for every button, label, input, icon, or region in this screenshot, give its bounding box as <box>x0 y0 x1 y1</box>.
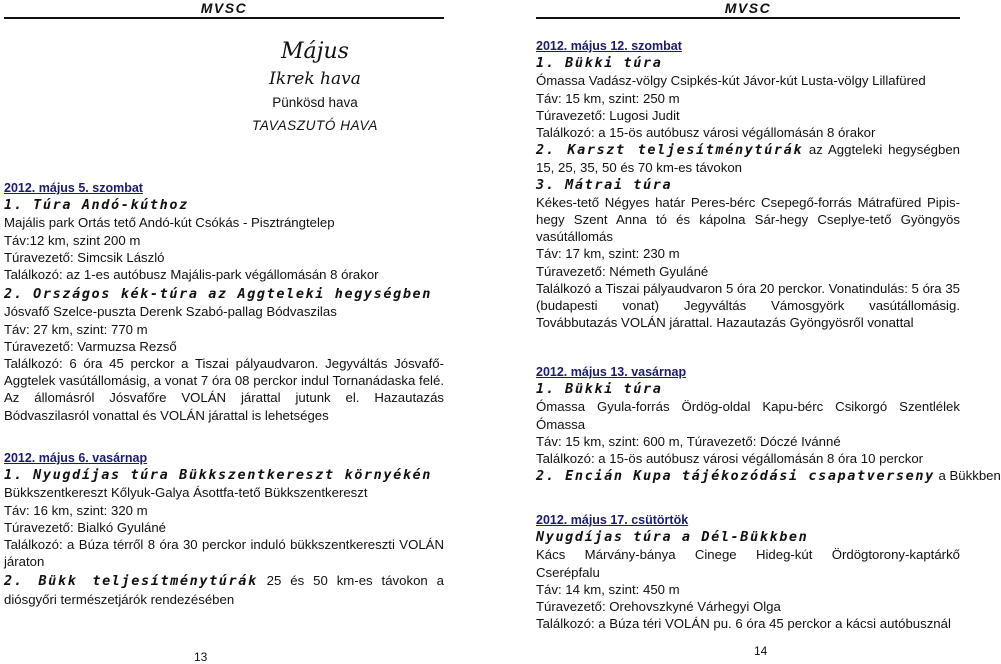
event-meeting: Találkozó: 6 óra 45 perckor a Tiszai pályaudvaron. Jegyváltás Jósvafő-Aggtelek vasútállomásig, a vonat 7 óra 08 perckor indul Tornanádaska felé. Az állomásról Jósvafőre VOLÁN járattal jutunk el. Hazautazás Bódvaszilasról vonattal és VOLÁN járattal is lehetséges <box>4 356 444 423</box>
event-distance: Táv: 14 km, szint: 450 m <box>536 581 680 597</box>
event-title: 2. Karszt teljesítménytúrák <box>536 142 804 159</box>
event-meeting: Találkozó: a Búza térről 8 óra 30 perckor induló bükkszentkereszti VOLÁN járaton <box>4 537 444 570</box>
event-route: Bükkszentkereszt Kőlyuk-Galya Ásottfa-tető Bükkszentkereszt <box>4 485 368 501</box>
event-title: 2. Országos kék-túra az Aggteleki hegységben <box>4 286 433 303</box>
event-leader: Túravezető: Simcsik László <box>4 249 165 265</box>
month-name: Május <box>281 39 349 64</box>
event-date: 2012. május 12. szombat <box>536 39 682 53</box>
event-date: 2012. május 6. vasárnap <box>4 451 148 465</box>
event-date: 2012. május 5. szombat <box>4 181 143 195</box>
event-distance: Táv: 15 km, szint: 250 m <box>536 90 680 106</box>
event-leader: Túravezető: Bialkó Gyuláné <box>4 519 166 535</box>
event-distance: Táv: 17 km, szint: 230 m <box>536 246 680 262</box>
event-meeting: Találkozó: az 1-es autóbusz Majális-park végállomásán 8 órakor <box>4 267 379 283</box>
event-route: Ómassa Gyula-forrás Ördög-oldal Kapu-bérc Csikorgó Szentlélek Ómassa <box>536 399 960 432</box>
left-page-header: MVSC <box>4 0 444 19</box>
month-title-box <box>215 38 415 138</box>
event-route: Majális park Ortás tető Andó-kút Csókás - Pisztrángtelep <box>4 215 335 231</box>
event-meeting: Találkozó: a Búza téri VOLÁN pu. 6 óra 45 perckor a kácsi autóbusznál <box>536 616 951 632</box>
event-title: 1. Túra Andó-kúthoz <box>4 197 189 214</box>
event-description: a Bükkben <box>934 468 1001 484</box>
event-note <box>536 467 1001 485</box>
right-page-header: MVSC <box>536 0 960 19</box>
event-leader: Túravezető: Varmuzsa Rezső <box>4 338 177 354</box>
event-route: Jósvafő Szelce-puszta Derenk Szabó-pallag Bódvaszilas <box>4 304 337 320</box>
page-number: 14 <box>754 644 768 658</box>
event-route: Ómassa Vadász-völgy Csipkés-kút Jávor-kút Lusta-völgy Lillafüred <box>536 73 926 89</box>
event-leader: Túravezető: Lugosi Judit <box>536 107 680 123</box>
event-note <box>4 572 444 607</box>
event-leader: Túravezető: Orehovszkyné Várhegyi Olga <box>536 599 781 615</box>
left-page <box>0 0 444 662</box>
event-distance: Táv: 27 km, szint: 770 m <box>4 321 148 337</box>
event-section-may-6 <box>4 450 444 608</box>
event-date: 2012. május 13. vasárnap <box>536 365 687 379</box>
event-date: 2012. május 17. csütörtök <box>536 513 689 527</box>
event-distance: Táv:12 km, szint 200 m <box>4 232 141 248</box>
event-title: 1. Bükki túra <box>536 381 663 398</box>
event-title: 1. Bükki túra <box>536 55 663 72</box>
month-folk-name: Pünkösd hava <box>272 95 358 110</box>
event-description: 25 és 50 km-es távokon a diósgyőri természetjárók rendezésében <box>4 573 444 607</box>
event-meeting: Találkozó: a 15-ös autóbusz városi végállomásán 8 órakor <box>536 125 876 141</box>
page-number: 13 <box>194 650 208 664</box>
month-season-name: TAVASZUTÓ HAVA <box>252 118 378 133</box>
event-section-may-12 <box>536 38 960 331</box>
event-description: az Aggteleki hegységben 15, 25, 35, 50 és 70 km-es távokon <box>536 142 960 176</box>
event-title: 2. Bükk teljesítménytúrák <box>4 573 258 590</box>
event-note <box>536 141 960 176</box>
event-meeting: Találkozó a Tiszai pályaudvaron 5 óra 20 perckor. Vonatindulás: 5 óra 35 (budapesti vonat) Jegyváltás Vámosgyörk vasútállomásig. Továbbutazás VOLÁN járattal. Hazautazás Gyöngyösről vonattal <box>536 280 960 331</box>
month-zodiac: Ikrek hava <box>269 69 361 89</box>
event-title: 2. Encián Kupa tájékozódási csapatverseny <box>536 468 935 485</box>
event-section-may-17 <box>536 512 960 632</box>
event-route: Kékes-tető Négyes határ Peres-bérc Csepegő-forrás Mátrafüred Pipis-hegy Szent Anna tó és kápolna Sár-hegy Cseplye-tető Gyöngyös vasútállomás <box>536 194 960 245</box>
event-leader: Túravezető: Németh Gyuláné <box>536 263 709 279</box>
event-title: 3. Mátrai túra <box>536 176 673 193</box>
event-title: Nyugdíjas túra a Dél-Bükkben <box>536 529 809 546</box>
event-distance: Táv: 16 km, szint: 320 m <box>4 502 148 518</box>
event-section-may-13 <box>536 364 1001 485</box>
event-section-may-5 <box>4 180 444 424</box>
event-meeting: Találkozó: a 15-ös autóbusz városi végállomásán 8 óra 10 perckor <box>536 451 924 467</box>
event-distance: Táv: 15 km, szint: 600 m, Túravezető: Dóczé Ivánné <box>536 433 841 449</box>
event-title: 1. Nyugdíjas túra Bükkszentkereszt környékén <box>4 467 433 484</box>
event-route: Kács Márvány-bánya Cinege Hideg-kút Ördögtorony-kaptárkő Cserépfalu <box>536 547 960 580</box>
right-page <box>526 0 1001 662</box>
